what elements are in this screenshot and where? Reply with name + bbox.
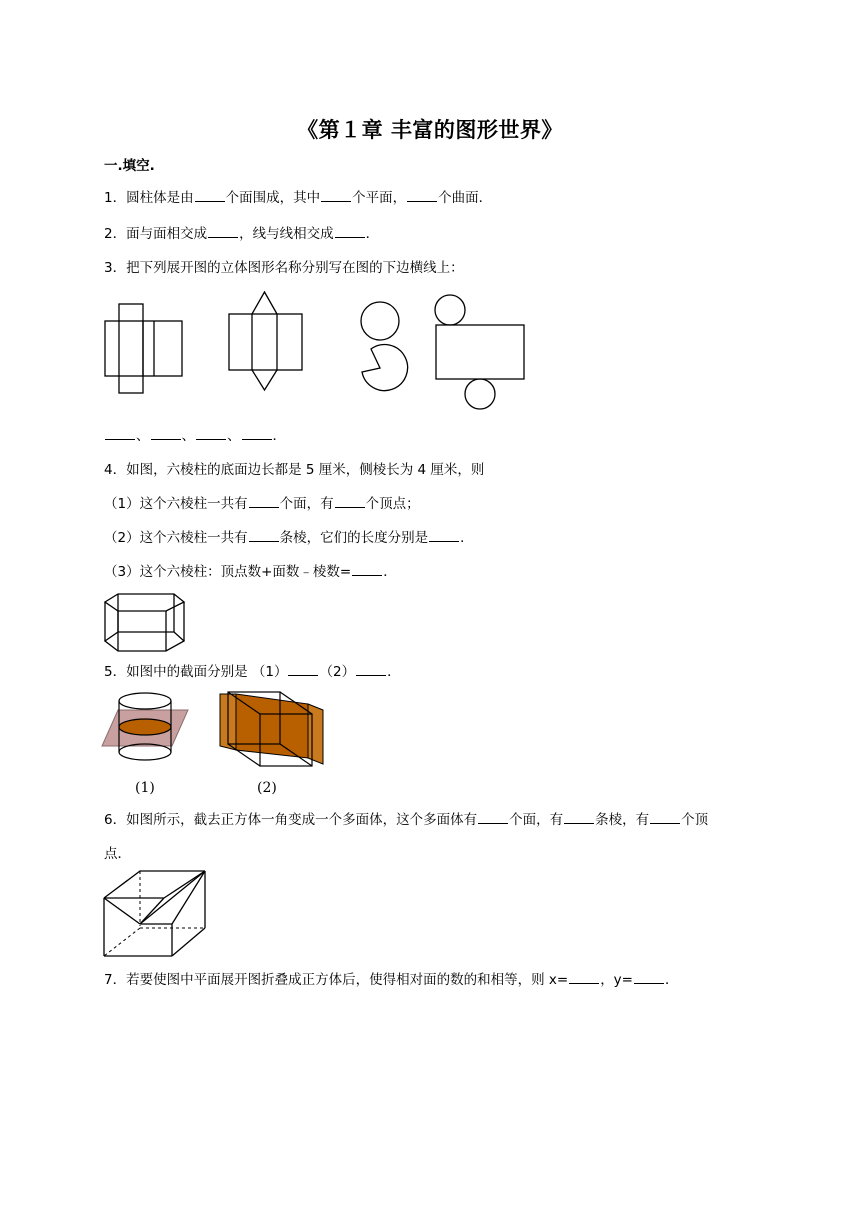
triangular-prism-net (229, 292, 302, 390)
q3-end: ． (272, 428, 286, 444)
answer-blank[interactable] (429, 529, 459, 542)
cylinder-section (102, 693, 188, 760)
truncated-cube-figure (100, 866, 212, 960)
cross-section-figure (100, 688, 330, 798)
q6-text-d: 个顶 (681, 812, 709, 828)
answer-blank[interactable] (196, 427, 226, 440)
answer-blank[interactable] (335, 225, 365, 238)
q5-text-c: ． (387, 664, 401, 680)
q1-text-c: 个平面， (352, 190, 407, 206)
answer-blank[interactable] (288, 663, 318, 676)
q4p3-text-b: ． (383, 564, 397, 580)
answer-blank[interactable] (195, 189, 225, 202)
q7-text-a: 7．若要使图中平面展开图折叠成正方体后，使得相对面的数的和相等，则 x= (104, 972, 569, 988)
cube-section (220, 692, 323, 766)
q4p3-text-a: （3）这个六棱柱：顶点数+面数﹣棱数= (104, 564, 352, 580)
figure-label-1: (1) (135, 780, 155, 796)
q5-text-b: （2） (319, 664, 356, 680)
separator: 、 (136, 428, 150, 444)
question-4: 4．如图，六棱柱的底面边长都是 5 厘米，侧棱长为 4 厘米，则 (104, 462, 485, 478)
question-4-part-1 (104, 494, 420, 514)
question-7 (104, 970, 679, 990)
nets-figure (100, 290, 530, 412)
q6-text-c: 条棱，有 (595, 812, 650, 828)
q4p2-text-a: （2）这个六棱柱一共有 (104, 530, 248, 546)
answer-blank[interactable] (249, 495, 279, 508)
q4p1-text-a: （1）这个六棱柱一共有 (104, 496, 248, 512)
answer-blank[interactable] (105, 427, 135, 440)
separator: 、 (181, 428, 195, 444)
q7-text-b: ，y= (600, 972, 633, 988)
hexagonal-prism-figure (100, 590, 190, 654)
q2-text-a: 2．面与面相交成 (104, 226, 208, 242)
q4p2-text-c: ． (460, 530, 474, 546)
rectangular-prism-net (105, 304, 182, 393)
question-2 (104, 224, 379, 244)
question-1 (104, 188, 492, 208)
separator: 、 (227, 428, 241, 444)
cylinder-net (435, 295, 524, 409)
q2-text-b: ，线与线相交成 (239, 226, 334, 242)
answer-blank[interactable] (564, 811, 594, 824)
answer-blank[interactable] (249, 529, 279, 542)
q6-text-b: 个面，有 (509, 812, 564, 828)
cone-net (361, 302, 408, 391)
question-4-part-3 (104, 562, 397, 582)
q1-text-d: 个曲面． (438, 190, 493, 206)
q4p1-text-b: 个面，有 (279, 496, 334, 512)
question-4-part-2 (104, 528, 474, 548)
answer-blank[interactable] (478, 811, 508, 824)
section-heading: 一.填空. (104, 158, 155, 174)
question-3: 3．把下列展开图的立体图形名称分别写在图的下边横线上： (104, 260, 464, 276)
question-6 (104, 810, 708, 830)
q1-text-a: 1．圆柱体是由 (104, 190, 194, 206)
q3-answer-line (104, 426, 286, 446)
page-title: 《第１章 丰富的图形世界》 (297, 118, 563, 142)
answer-blank[interactable] (352, 563, 382, 576)
answer-blank[interactable] (321, 189, 351, 202)
answer-blank[interactable] (356, 663, 386, 676)
q4p2-text-b: 条棱，它们的长度分别是 (279, 530, 429, 546)
answer-blank[interactable] (634, 971, 664, 984)
answer-blank[interactable] (569, 971, 599, 984)
answer-blank[interactable] (650, 811, 680, 824)
answer-blank[interactable] (407, 189, 437, 202)
q6-text-a: 6．如图所示，截去正方体一角变成一个多面体，这个多面体有 (104, 812, 478, 828)
answer-blank[interactable] (242, 427, 272, 440)
q4p1-text-c: 个顶点； (365, 496, 420, 512)
question-5 (104, 662, 401, 682)
figure-label-2: (2) (257, 780, 277, 796)
answer-blank[interactable] (151, 427, 181, 440)
question-6-continued: 点． (104, 846, 131, 862)
q1-text-b: 个面围成，其中 (225, 190, 321, 206)
answer-blank[interactable] (335, 495, 365, 508)
answer-blank[interactable] (208, 225, 238, 238)
q5-text-a: 5．如图中的截面分别是 （1） (104, 664, 288, 680)
q2-text-c: ． (365, 226, 380, 242)
q7-text-c: ． (665, 972, 679, 988)
